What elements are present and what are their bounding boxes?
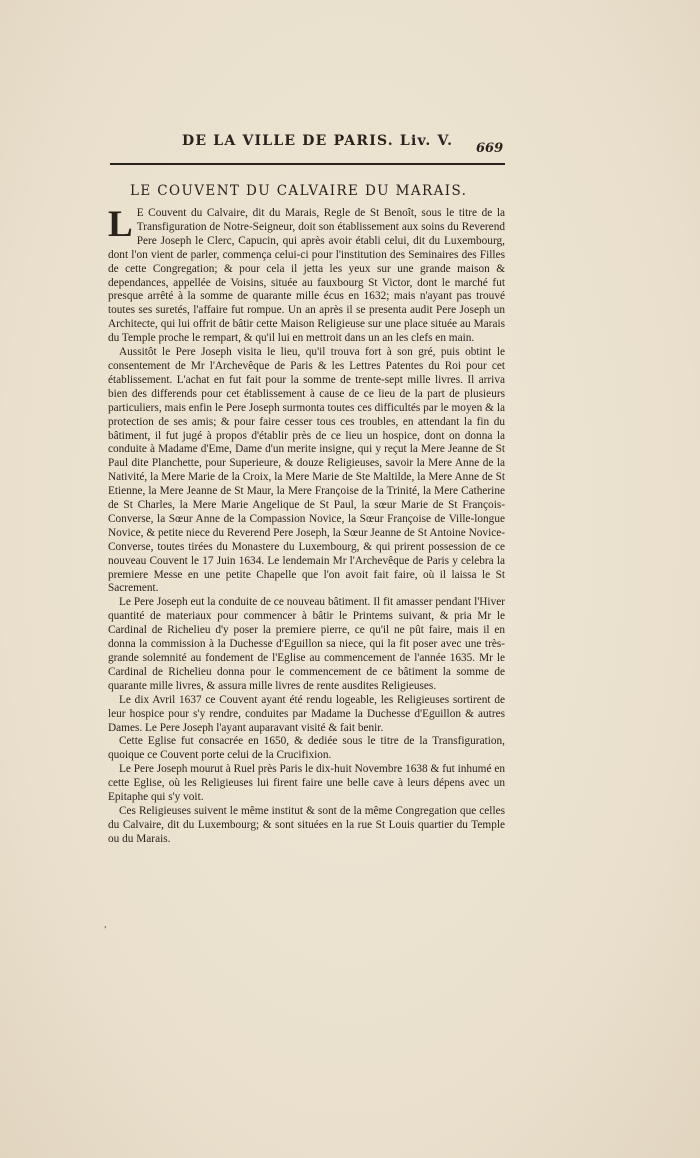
paragraph-2: Aussitôt le Pere Joseph visita le lieu, qu'il trouva fort à son gré, puis obtint le consentement de Mr l'Archevêque de Paris & les Lettres Patentes du Roi pour cet établissement. L'achat en fut fait pour la somme de trente-sept mille livres. Il arriva bien des differends pour cet établissement à cause de ce lieu de la part de plusieurs particuliers, mais enfin le Pere Joseph surmonta toutes ces difficultés par le moyen & la protection de ses amis; & pour faire cesser tous ces troubles, en attendant la fin du bâtiment, il fut jugé à propos d'établir près de ce lieu un hospice, dont on donna la conduite à Madame d'Eme, Dame d'un merite insigne, qui y reçut la Mere Jeanne de St Paul dite Planchette, pour Superieure, & douze Religieuses, savoir la Mere Anne de la Nativité, la Mere Marie de la Croix, la Mere Marie de Ste Maltilde, la Mere Anne de St Etienne, la Mere Jeanne de St Maur, la Mere Françoise de la Trinité, la Mere Catherine de St Charles, la Mere Marie Angelique de St Paul, la sœur Marie de St François-Converse, la Sœur Anne de la Compassion Novice, la Sœur Françoise de Ville-longue Novice, & petite niece du Reverend Pere Joseph, la Sœur Jeanne de St Antoine Novice-Converse, toutes tirées du Monastere du Luxembourg, & qui prirent possession de ce nouveau Couvent le 17 Juin 1634. Le lendemain Mr l'Archevêque de Paris y celebra la premiere Messe en une petite Chapelle que l'on avoit fait faire, où il laissa le St Sacrement.	[108, 346, 505, 595]
section-title: LE COUVENT DU CALVAIRE DU MARAIS.	[130, 183, 468, 199]
paragraph-7: Ces Religieuses suivent le même institut & sont de la même Congregation que celles du Calvaire, dit du Luxembourg; & sont situées en la rue St Louis quartier du Temple ou du Marais.	[108, 804, 505, 845]
page-number: 669	[476, 141, 504, 156]
paragraph-5: Cette Eglise fut consacrée en 1650, & dediée sous le titre de la Transfiguration, quoique ce Couvent porte celui de la Crucifixion.	[108, 735, 505, 762]
header-rule	[110, 163, 505, 165]
stray-ink-mark: ,	[104, 920, 107, 930]
paragraph-text: E Couvent du Calvaire, dit du Marais, Regle de St Benoît, sous le titre de la Transfiguration de Notre-Seigneur, doit son établissement aux soins du Reverend Pere Joseph le Clerc, Capucin, qui après avoir établi celui, dit du Luxembourg, dont l'on vient de parler, commença celui-ci pour l'institution des Seminaires des Filles de cette Congregation; & pour cela il jetta les yeux sur une grande maison & dependances, appellée de Voisins, située au fauxbourg St Victor, dont le marché fut presque arrêté à la somme de quarante mille écus en 1632; mais n'ayant pas trouvé toutes ses suretés, l'affaire fut rompue. Un an après il se presenta audit Pere Joseph un Architecte, qui lui offrit de bâtir cette Maison Religieuse sur une place située au Marais du Temple proche le rempart, & qu'il lui en mettroit dans un an les clefs en main.	[108, 207, 505, 345]
drop-cap: L	[108, 204, 133, 245]
paragraph-6: Le Pere Joseph mourut à Ruel près Paris le dix-huit Novembre 1638 & fut inhumé en cette Eglise, où les Religieuses lui firent faire une belle cave à leurs dépens avec un Epitaphe qui s'y voit.	[108, 763, 505, 804]
paragraph-4: Le dix Avril 1637 ce Couvent ayant été rendu logeable, les Religieuses sortirent de leur hospice pour s'y rendre, conduites par Madame la Duchesse d'Eguillon & autres Dames. Le Pere Joseph l'ayant auparavant visité & fait benir.	[108, 693, 505, 734]
paragraph-3: Le Pere Joseph eut la conduite de ce nouveau bâtiment. Il fit amasser pendant l'Hiver quantité de materiaux pour commencer à bâtir le Printems suivant, & pria Mr le Cardinal de Richelieu d'y poser la premiere pierre, ce qu'il ne pût faire, mais il en donna la commission à la Duchesse d'Eguillon sa niece, qui la fit poser avec une très-grande solemnité au fondement de l'Eglise au commencement de l'année 1635. Mr le Cardinal de Richelieu donna pour le commencement de ce bâtiment la somme de quarante mille livres, & assura mille livres de rente ausdites Religieuses.	[108, 596, 505, 692]
running-title: DE LA VILLE DE PARIS. Liv. V.	[182, 133, 454, 149]
paragraph-1	[108, 204, 505, 346]
body-text	[108, 204, 505, 847]
